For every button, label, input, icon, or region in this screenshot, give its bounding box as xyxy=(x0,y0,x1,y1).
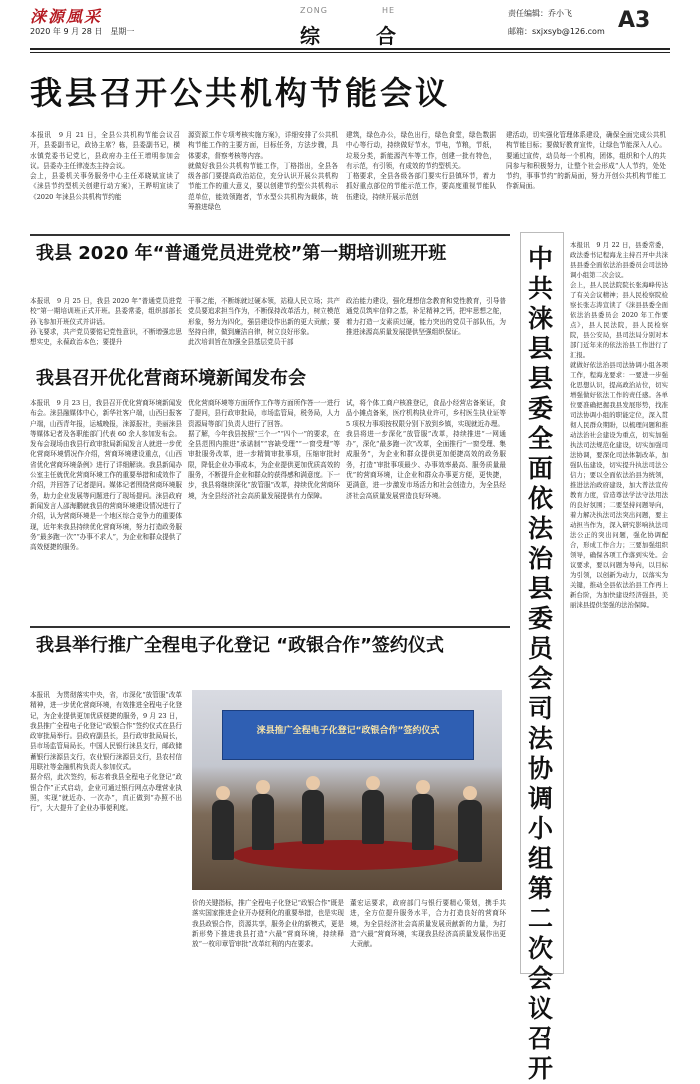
editor-line: 责任编辑：乔小飞 xyxy=(508,9,572,18)
attendee-figure xyxy=(458,800,482,862)
masthead: 涞源風采 xyxy=(30,7,103,26)
article1-column-3: 建筑，绿色办公，绿色出行，绿色食堂，绿色数据中心等行动，持续做好节水，节电，节粮，节纸，垃圾分类，新能源汽车等工作，创建一批有特色，有示范，有引领，有成效的节约型机关。 丁格要求，全县各级各部门要实行县镇环节，着力抓好重点部位的节能示范工作，要高度重视节能队伍建设，持续开展示范创 xyxy=(346,131,496,201)
section-pinyin-2: HE xyxy=(382,6,396,15)
article3-column-1: 本报讯 9 月 23 日，我县召开优化营商环境新闻发布会。涞县融媒体中心，新华社客户端，山西日报客户端，山西青年报，运城晚报，涞源报社，美丽涞县等媒体记者及各职能部门代表 60 余人参加发布会。 发布会现场由我县行政审批局新闻发言人就进一步优化营商环境情况作介绍，营商环境建设重点，《山西省优化营商环境条例》进行了详细解读。我县新闻办公室主任就优化营商环境工作的重要举措和成效作了介绍，并回答了记者提问。媒体记者围绕营商环境服务，助力企业发展等问题进行了现场提问。涞县政府新闻发言人邵海鹏就我县的营商环境建设情况进行了介绍，认为营商环境是一个地区综合竞争力的重要体现，近年来我县持续优化营商环境，努力打造政务服务“最多跑一次”“办事不求人”，为企业和群众提供了高效便捷的服务。 xyxy=(30,399,182,552)
attendee-figure xyxy=(302,790,324,844)
article3-headline: 我县召开优化营商环境新闻发布会 xyxy=(36,368,306,389)
attendee-head xyxy=(463,786,477,800)
attendee-head xyxy=(416,780,430,794)
signing-ceremony-photo xyxy=(192,690,502,890)
sidebar-body: 本报讯 9 月 22 日，县委常委，政法委书记程海龙主持召开中共涞县县委全面依法治县委员会司法协调小组第二次会议。 会上，县人民法院院长张海峰传达了有关会议精神；县人民检察院检察长张志涛宣读了《涞县县委全面依法治县委员会 2020 年工作要点》，县人民法院，县人民检察院，县公安局，县司法局分别对本部门近年来的依法治县工作进行了汇报。 就做好依法治县司法协调小组各项工作，程海龙要求：一要进一步强化思想认识，提高政治站位，切实增强做好依法工作的责任感。各单位要准确把握我县发展形势，找准司法协调小组的职能定位，深入贯彻人民群众期盼，以梳理问题和推动法治社会建设为重点，切实加强执法司法规范化建设，切实加强司法协调，要深化司法体制改革，加强队伍建设，切实提升执法司法公信力；要以全面依法治县为统领，推进法治政府建设，加大普法宣传教育力度，营造尊法学法守法用法的良好氛围；二要坚持问题导向，着力解决执法司法突出问题，要主动担当作为，深入研究影响执法司法公正的突出问题，强化协调配合，形成工作合力；三要加强组织领导，确保各项工作落到实处。会议要求，要以问题为导向，以目标为引领，以创新为动力，以落实为关键，推动全县依法治县工作再上新台阶，为加快建设经济强县，美丽涞县提供坚强的法治保障。 xyxy=(570,241,668,609)
article2-column-1: 本报讯 9 月 25 日，我县 2020 年“普通党员进党校”第一期培训班正式开班。县委常委，组织部部长孙飞参加开班仪式并讲话。 孙飞要求，共产党员要铭记党性意识，不断增强忠思想实史，永葆政治本色；要提升 xyxy=(30,297,182,347)
article1-column-2: 源资源工作专项考核实施方案》，详细安排了公共机构节能工作的主要方面，目标任务，方法步骤，具体要求，督察考核等内容。 就做好我县公共机构节能工作，丁格指出，全县各级各部门要提高政治站位，充分认识开展公共机构节能工作的重大意义，要以创建节约型公共机构示范单位，能效领跑者，节水型公共机构为载体，统筹推进绿色 xyxy=(188,131,338,212)
article4-column-1: 本报讯 为贯彻落实中央，省，市深化“放管服”改革精神，进一步优化营商环境，有效推进全程电子化登记，为企业提供更加优质便捷的服务，9 月 23 日，我县推广全程电子化登记“政银合作”签约仪式在县行政审批局举行。县政府副县长，县行政审批局局长，县市场监管局局长，中国人民银行涞县支行，邮政储蓄银行涞源县支行，农业银行涞源县支行，县农村信用联社等金融机构负责人参加仪式。 据介绍，此次签约，标志着我县全程电子化登记“政银合作”正式启动，企业可通过银行网点办理营业执照，实现“就近办、一次办”，真正做到“办照不出行”，大大提升了企业办事便利度。 xyxy=(30,691,182,813)
article4-headline: 我县举行推广全程电子化登记 “政银合作”签约仪式 xyxy=(36,635,444,656)
article1-headline: 我县召开公共机构节能会议 xyxy=(30,74,451,112)
attendee-head xyxy=(366,776,380,790)
attendee-head xyxy=(306,776,320,790)
article2-headline: 我县 2020 年“普通党员进党校”第一期培训班开班 xyxy=(36,243,447,264)
attendee-head xyxy=(216,786,230,800)
article-divider xyxy=(30,234,510,236)
attendee-figure xyxy=(212,800,234,860)
email-line: 邮箱：sxjxsyb@126.com xyxy=(508,27,605,36)
page-number: A3 xyxy=(618,8,651,33)
article1-column-1: 本报讯 9 月 21 日，全县公共机构节能会议召开，县委副书记，政协主席？栋，县委副书记，横水镇党委书记党匕，县政府办主任王增明参加会议。县委办主任律凌杰主持会议。 会上，县委机关事务服务中心主任邓晓斌宣读了《涞县节约型机关创建行动方案》，王晔明宣读了《2020 年涞县公共机构节约能 xyxy=(30,131,180,201)
article3-column-2: 优化营商环境等方面所作工作等方面所作答一一进行了提问，县行政审批局，市场监管局，税务局，人力资源局等部门负责人进行了回答。 据了解，今年我县按照“三个一”“四个一”的要求，在全县范围内推进“承诺制”“容缺受理”“一窗受理”等审批服务改革，进一步精简审批事项，压缩审批时限，降低企业办事成本，为企业提供更加优质高效的服务，不断提升企业和群众的获得感和满意度。下一步，我县将继续深化“放管服”改革，持续优化营商环境，为全县经济社会高质量发展提供有力保障。 xyxy=(188,399,340,500)
article4-column-2: 价的关键指标，推广全程电子化登记“政银合作”既是落实国家推进企业开办便利化的重要举措，也是实现我县政银合作，资源共享，服务企业的新模式，更是新形势下推进我县打造“六最”营商环境，持续释放“一枚印章管审批”改革红利的内在要求。 xyxy=(192,899,344,949)
sidebar-headline: 中共涞县县委全面依法治县委员会司法协调小组第二次会议召开 xyxy=(528,244,554,1083)
attendee-head xyxy=(256,780,270,794)
article4-column-3: 董宏运要求，政府部门与银行要精心策划，携手共进，全方位提升服务水平，合力打造良好的营商环境，为全县经济社会高质量发展贡献新的力量，为打造“六最”营商环境，实现我县经济高质量发展作出更大贡献。 xyxy=(350,899,506,949)
attendee-figure xyxy=(362,790,384,844)
article2-column-2: 干事之能，不断练就过硬本领，站稳人民立场；共产党员要追求担当作为，不断保持改革活力，树立模范形象，努力为四化，强县建设作出新的更大贡献；要坚持自律，做到廉洁自律，树立良好形象。 此次培训旨在加强全县基层党员干部 xyxy=(188,297,340,347)
article2-column-3: 政治能力建设，强化理想信念教育和党性教育，引导普通党员筑牢信仰之基，补足精神之钙，把牢思想之舵，着力打造一支素质过硬，能力突出的党员干部队伍，为推进涞源高质量发展提供坚强组织保证。 xyxy=(346,297,506,336)
article1-column-4: 建活动，切实强化管理体系建设，确保全面完成公共机构节能目标；要做好教育宣传，让绿色节能深入人心。要通过宣传，动员每一个机构，团体，组织和个人的共同参与和积极努力，让整个社会形成“人人节约，处处节约，事事节约”的新局面，努力开创公共机构节能工作新局面。 xyxy=(506,131,666,191)
section-pinyin-1: ZONG xyxy=(300,6,328,15)
ceremony-banner xyxy=(222,710,474,760)
header-rule xyxy=(30,48,670,50)
section-title: 综合 xyxy=(300,24,452,48)
article-divider xyxy=(30,626,510,628)
issue-date: 2020 年 9 月 28 日 星期一 xyxy=(30,27,135,36)
header-rule-thin xyxy=(30,52,670,53)
ceremony-banner-text: 涞县推广全程电子化登记“政银合作”签约仪式 xyxy=(256,726,440,736)
article3-column-3: 试，将个体工商户核准登记，食品小经营店备案证，食品小摊点备案，医疗机构执业许可，乡村医生执业证等 5 项权力事项按权限分别下放到乡镇，实现就近办理。 我县将进一步深化“放管服”改革，持续推进“一网通办”，深化“最多跑一次”改革，全面推行“一窗受理、集成服务”，为企业和群众提供更加便捷高效的政务服务，打造“审批事项最少、办事效率最高、服务质量最优”的营商环境，让企业和群众办事更方便，更快捷，更满意，进一步激发市场活力和社会创造力，为全县经济社会高质量发展营造良好环境。 xyxy=(346,399,506,500)
attendee-figure xyxy=(252,794,274,850)
attendee-figure xyxy=(412,794,434,850)
